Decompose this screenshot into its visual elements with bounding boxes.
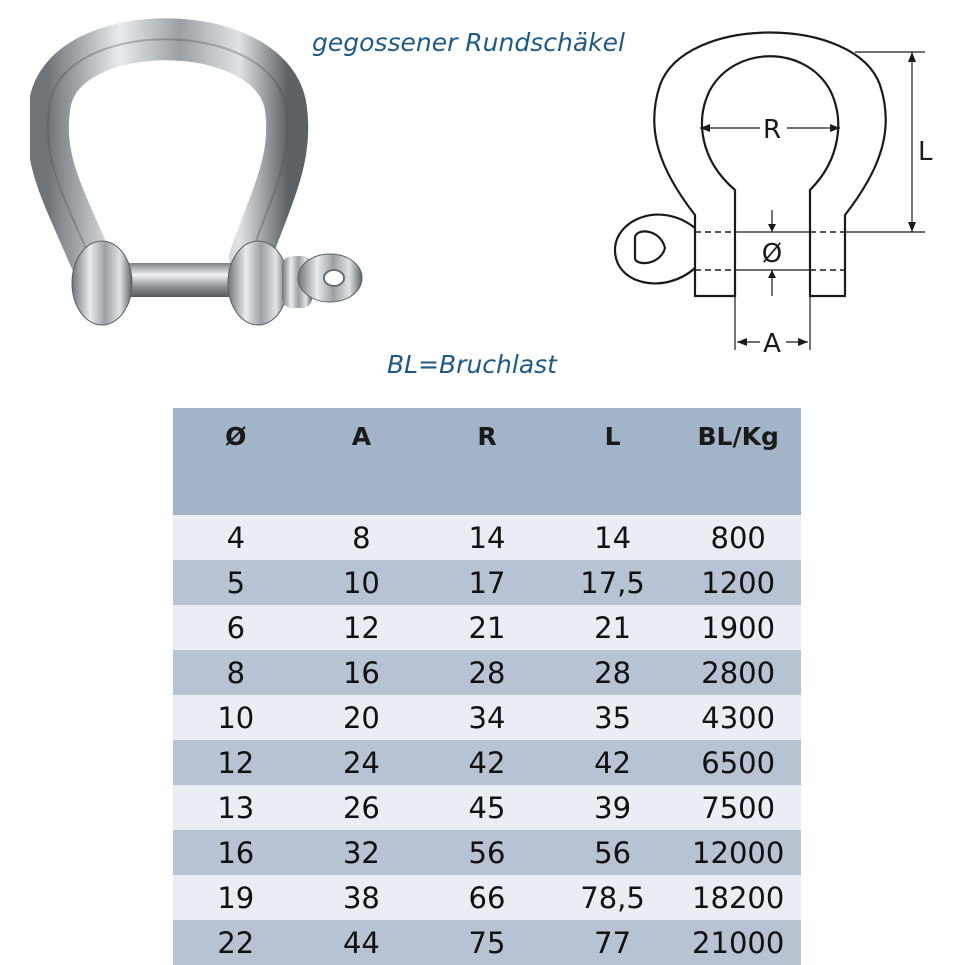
cell-l: 35 (550, 695, 676, 740)
cell-a: 32 (299, 830, 425, 875)
header-diameter: Ø (173, 408, 299, 515)
cell-breaking-load: 18200 (675, 875, 801, 920)
cell-a: 20 (299, 695, 425, 740)
cell-diameter: 4 (173, 515, 299, 560)
cell-diameter: 12 (173, 740, 299, 785)
dimension-drawing (600, 0, 950, 365)
table-row (173, 785, 801, 830)
cell-diameter: 16 (173, 830, 299, 875)
cell-diameter: 13 (173, 785, 299, 830)
cell-diameter: 10 (173, 695, 299, 740)
cell-r: 28 (424, 650, 550, 695)
header-a: A (299, 408, 425, 515)
cell-breaking-load: 21000 (675, 920, 801, 965)
cell-breaking-load: 12000 (675, 830, 801, 875)
cell-breaking-load: 7500 (675, 785, 801, 830)
cell-a: 12 (299, 605, 425, 650)
table-row (173, 875, 801, 920)
cell-breaking-load: 800 (675, 515, 801, 560)
legend-text: BL=Bruchlast (387, 350, 557, 379)
cell-r: 75 (424, 920, 550, 965)
cell-r: 45 (424, 785, 550, 830)
cell-a: 24 (299, 740, 425, 785)
cell-a: 16 (299, 650, 425, 695)
cell-diameter: 8 (173, 650, 299, 695)
cell-diameter: 19 (173, 875, 299, 920)
header-breaking-load: BL/Kg (675, 408, 801, 515)
table-row (173, 740, 801, 785)
dimension-label-l: L (918, 137, 933, 167)
header-r: R (424, 408, 550, 515)
cell-l: 78,5 (550, 875, 676, 920)
table-body (173, 515, 801, 965)
cell-a: 26 (299, 785, 425, 830)
table-row (173, 920, 801, 965)
table-row (173, 650, 801, 695)
cell-r: 56 (424, 830, 550, 875)
cell-diameter: 6 (173, 605, 299, 650)
cell-r: 34 (424, 695, 550, 740)
shackle-photo (30, 8, 370, 338)
cell-r: 14 (424, 515, 550, 560)
cell-a: 38 (299, 875, 425, 920)
cell-l: 21 (550, 605, 676, 650)
table-header-row (173, 408, 801, 515)
cell-a: 8 (299, 515, 425, 560)
cell-breaking-load: 4300 (675, 695, 801, 740)
table-row (173, 560, 801, 605)
cell-l: 77 (550, 920, 676, 965)
table-row (173, 605, 801, 650)
table-row (173, 515, 801, 560)
cell-r: 66 (424, 875, 550, 920)
product-title: gegossener Rundschäkel (312, 28, 625, 57)
cell-l: 17,5 (550, 560, 676, 605)
cell-breaking-load: 6500 (675, 740, 801, 785)
table-row (173, 830, 801, 875)
cell-l: 56 (550, 830, 676, 875)
cell-breaking-load: 1900 (675, 605, 801, 650)
cell-r: 21 (424, 605, 550, 650)
dimension-label-a: A (763, 329, 781, 359)
dimension-label-diameter: Ø (761, 239, 783, 269)
cell-diameter: 5 (173, 560, 299, 605)
cell-r: 17 (424, 560, 550, 605)
cell-r: 42 (424, 740, 550, 785)
cell-a: 10 (299, 560, 425, 605)
header-l: L (550, 408, 676, 515)
cell-breaking-load: 2800 (675, 650, 801, 695)
cell-l: 39 (550, 785, 676, 830)
cell-breaking-load: 1200 (675, 560, 801, 605)
size-table (173, 408, 801, 960)
table-row (173, 695, 801, 740)
cell-l: 28 (550, 650, 676, 695)
dimension-label-r: R (762, 115, 782, 145)
cell-diameter: 22 (173, 920, 299, 965)
cell-l: 42 (550, 740, 676, 785)
cell-a: 44 (299, 920, 425, 965)
cell-l: 14 (550, 515, 676, 560)
